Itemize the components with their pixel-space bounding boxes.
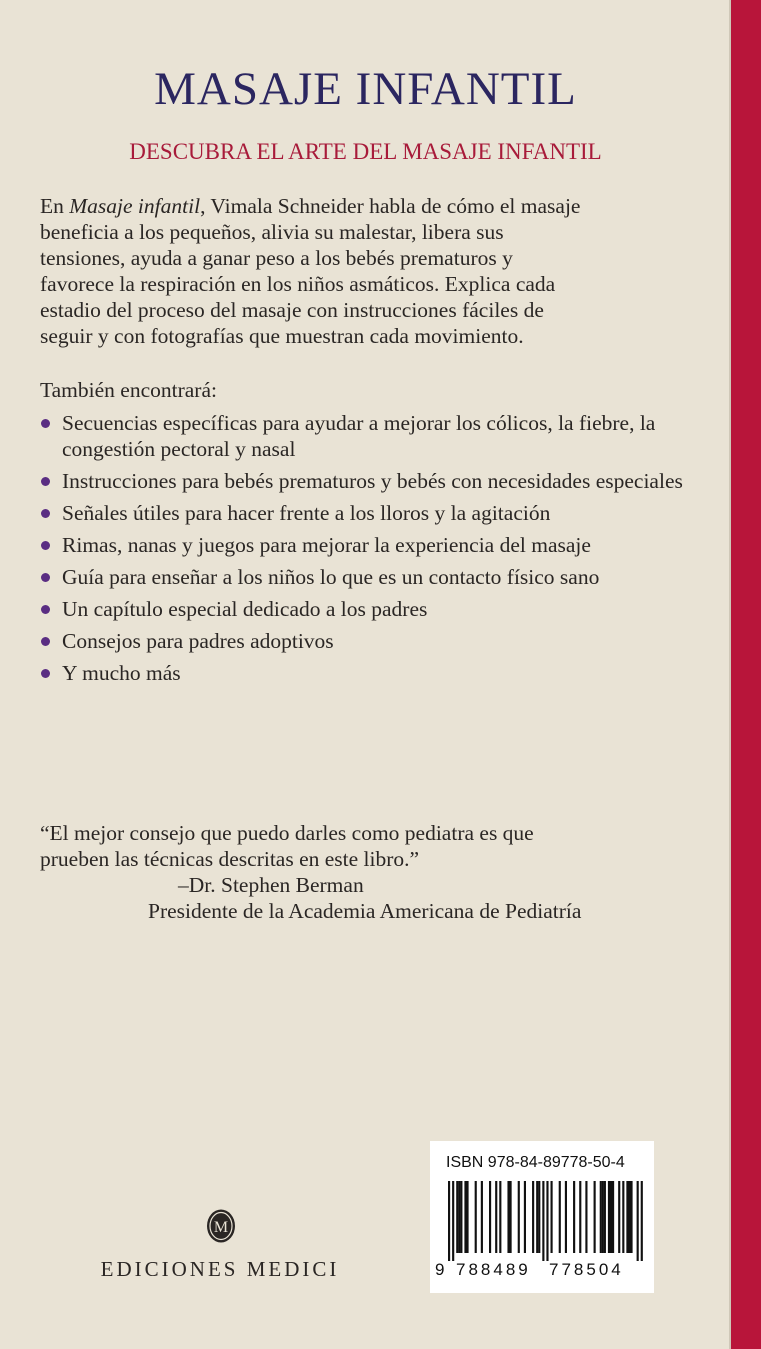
barcode-bar xyxy=(524,1181,526,1253)
features-list xyxy=(40,410,710,692)
barcode-bar xyxy=(489,1181,491,1253)
barcode-digit-first: 9 xyxy=(435,1260,445,1279)
list-item: Secuencias específicas para ayudar a mejorar los cólicos, la fiebre, la congestión pectoral y nasal xyxy=(40,410,710,462)
barcode-bar xyxy=(466,1181,468,1253)
barcode-bars xyxy=(430,1181,654,1263)
barcode-bar xyxy=(499,1181,501,1253)
list-item: Instrucciones para bebés prematuros y bebés con necesidades especiales xyxy=(40,468,710,494)
list-item: Rimas, nanas y juegos para mejorar la experiencia del masaje xyxy=(40,532,710,558)
barcode-bar xyxy=(481,1181,483,1253)
barcode-bar xyxy=(551,1181,553,1253)
barcode-bar xyxy=(546,1181,548,1261)
logo-letter: M xyxy=(213,1219,229,1236)
list-item: Guía para enseñar a los niños lo que es un contacto físico sano xyxy=(40,564,710,590)
bullet-icon xyxy=(41,669,50,678)
barcode-bar xyxy=(542,1181,544,1261)
barcode-bar xyxy=(604,1181,606,1253)
barcode-bar xyxy=(495,1181,497,1253)
barcode-digits-left: 788489 xyxy=(456,1260,531,1279)
bullet-icon xyxy=(41,509,50,518)
endorsement-quote xyxy=(40,820,700,924)
intro-book-title: Masaje infantil xyxy=(69,194,201,218)
barcode-bar xyxy=(618,1181,620,1253)
barcode-bar xyxy=(538,1181,540,1253)
barcode-bar xyxy=(579,1181,581,1253)
barcode-bar xyxy=(630,1181,632,1253)
barcode-bar xyxy=(585,1181,587,1253)
barcode-bar xyxy=(594,1181,596,1253)
intro-line-1: En Masaje infantil, Vimala Schneider habla de cómo el masaje xyxy=(40,194,581,218)
barcode-bar xyxy=(448,1181,450,1261)
intro-line-4: favorece la respiración en los niños asmáticos. Explica cada xyxy=(40,272,556,296)
book-subtitle: DESCUBRA EL ARTE DEL MASAJE INFANTIL xyxy=(129,139,602,164)
barcode-bar xyxy=(608,1181,610,1253)
bullet-icon xyxy=(41,605,50,614)
barcode-bar xyxy=(518,1181,520,1253)
bullet-icon xyxy=(41,573,50,582)
intro-line-5: estadio del proceso del masaje con instrucciones fáciles de xyxy=(40,298,544,322)
barcode-bar xyxy=(532,1181,534,1253)
barcode-bar xyxy=(458,1181,460,1253)
book-spine xyxy=(731,0,761,1349)
list-item: Un capítulo especial dedicado a los padres xyxy=(40,596,710,622)
barcode-digits-right: 778504 xyxy=(549,1260,624,1279)
barcode-bar xyxy=(600,1181,602,1253)
publisher-name: EDICIONES MEDICI xyxy=(100,1257,340,1281)
barcode-bar xyxy=(536,1181,538,1253)
barcode-bar xyxy=(452,1181,454,1261)
intro-line-3: tensiones, ayuda a ganar peso a los bebés prematuros y xyxy=(40,246,513,270)
quote-line-1: “El mejor consejo que puedo darles como pediatra es que xyxy=(40,821,534,845)
barcode-bar xyxy=(475,1181,477,1253)
barcode-bar xyxy=(573,1181,575,1253)
barcode-bar xyxy=(456,1181,458,1253)
quote-line-2: prueben las técnicas descritas en este libro.” xyxy=(40,847,420,871)
isbn-label: ISBN 978-84-89778-50-4 xyxy=(446,1154,625,1171)
barcode-bar xyxy=(507,1181,509,1253)
barcode-bar xyxy=(565,1181,567,1253)
barcode-bar xyxy=(628,1181,630,1253)
barcode-bar xyxy=(464,1181,466,1253)
list-item: Y mucho más xyxy=(40,660,710,686)
list-item: Señales útiles para hacer frente a los lloros y la agitación xyxy=(40,500,710,526)
bullet-icon xyxy=(41,637,50,646)
quote-author: –Dr. Stephen Berman xyxy=(178,873,364,897)
quote-author-title: Presidente de la Academia Americana de Pediatría xyxy=(148,899,582,923)
barcode-bar xyxy=(641,1181,643,1261)
barcode-bar xyxy=(510,1181,512,1253)
bullet-icon xyxy=(41,419,50,428)
barcode-bar xyxy=(622,1181,624,1253)
bullet-icon xyxy=(41,477,50,486)
barcode-bar xyxy=(626,1181,628,1253)
publisher-logo-icon xyxy=(205,1208,237,1244)
barcode-bar xyxy=(637,1181,639,1261)
intro-line-2: beneficia a los pequeños, alivia su malestar, libera sus xyxy=(40,220,504,244)
list-item: Consejos para padres adoptivos xyxy=(40,628,710,654)
barcode-bar xyxy=(460,1181,462,1253)
barcode-bar xyxy=(612,1181,614,1253)
bullet-icon xyxy=(41,541,50,550)
barcode-bar xyxy=(610,1181,612,1253)
book-title: MASAJE INFANTIL xyxy=(154,63,577,115)
features-heading: También encontrará: xyxy=(40,378,217,402)
intro-paragraph xyxy=(40,193,690,349)
intro-line-6: seguir y con fotografías que muestran cada movimiento. xyxy=(40,324,524,348)
barcode-bar xyxy=(559,1181,561,1253)
isbn-barcode xyxy=(430,1141,654,1293)
barcode-bar xyxy=(602,1181,604,1253)
